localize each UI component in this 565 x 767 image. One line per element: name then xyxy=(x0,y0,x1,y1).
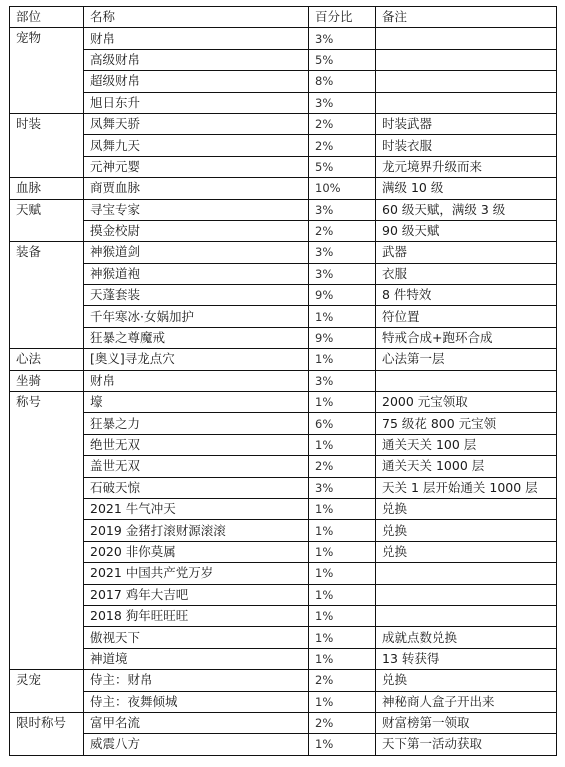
table-row xyxy=(10,242,557,263)
note-cell: 时装武器 xyxy=(376,113,557,134)
note-cell xyxy=(376,563,557,584)
table-row xyxy=(10,520,557,541)
name-cell: 2020 非你莫属 xyxy=(84,541,309,562)
name-cell: 超级财帛 xyxy=(84,71,309,92)
percent-cell: 8% xyxy=(309,71,376,92)
note-cell: 天下第一活动获取 xyxy=(376,734,557,755)
table-row xyxy=(10,477,557,498)
note-cell: 武器 xyxy=(376,242,557,263)
name-cell: 威震八方 xyxy=(84,734,309,755)
percent-cell: 1% xyxy=(309,605,376,626)
percent-cell: 3% xyxy=(309,92,376,113)
header-category: 部位 xyxy=(10,7,84,28)
name-cell: 凤舞天骄 xyxy=(84,113,309,134)
category-cell: 限时称号 xyxy=(10,712,84,755)
table-row xyxy=(10,605,557,626)
name-cell: 狂暴之尊魔戒 xyxy=(84,327,309,348)
note-cell: 通关天关 1000 层 xyxy=(376,456,557,477)
percent-cell: 3% xyxy=(309,199,376,220)
name-cell: 千年寒冰·女娲加护 xyxy=(84,306,309,327)
name-cell: 元神元婴 xyxy=(84,156,309,177)
percent-cell: 5% xyxy=(309,49,376,70)
name-cell: 财帛 xyxy=(84,28,309,49)
percent-cell: 1% xyxy=(309,734,376,755)
table-row xyxy=(10,563,557,584)
percent-cell: 9% xyxy=(309,285,376,306)
note-cell xyxy=(376,49,557,70)
note-cell: 2000 元宝领取 xyxy=(376,392,557,413)
table-row xyxy=(10,691,557,712)
name-cell: 狂暴之力 xyxy=(84,413,309,434)
note-cell: 通关天关 100 层 xyxy=(376,434,557,455)
note-cell: 特戒合成+跑环合成 xyxy=(376,327,557,348)
note-cell: 90 级天赋 xyxy=(376,220,557,241)
percent-cell: 6% xyxy=(309,413,376,434)
name-cell: 石破天惊 xyxy=(84,477,309,498)
percent-cell: 1% xyxy=(309,498,376,519)
name-cell: 壕 xyxy=(84,392,309,413)
name-cell: 高级财帛 xyxy=(84,49,309,70)
percent-cell: 1% xyxy=(309,434,376,455)
percent-cell: 2% xyxy=(309,456,376,477)
note-cell xyxy=(376,92,557,113)
category-cell: 天赋 xyxy=(10,199,84,242)
note-cell xyxy=(376,584,557,605)
name-cell: 摸金校尉 xyxy=(84,220,309,241)
percent-cell: 5% xyxy=(309,156,376,177)
category-cell: 血脉 xyxy=(10,178,84,199)
table-row xyxy=(10,584,557,605)
table-row xyxy=(10,49,557,70)
table-row xyxy=(10,178,557,199)
percent-cell: 2% xyxy=(309,712,376,733)
category-cell: 心法 xyxy=(10,349,84,370)
name-cell: [奥义]寻龙点穴 xyxy=(84,349,309,370)
table-body xyxy=(10,28,557,755)
percent-cell: 1% xyxy=(309,520,376,541)
table-row xyxy=(10,199,557,220)
name-cell: 神猴道袍 xyxy=(84,263,309,284)
percent-cell: 2% xyxy=(309,113,376,134)
table-row xyxy=(10,498,557,519)
table-row xyxy=(10,456,557,477)
table-row xyxy=(10,71,557,92)
percent-cell: 2% xyxy=(309,220,376,241)
category-cell: 装备 xyxy=(10,242,84,349)
note-cell: 满级 10 级 xyxy=(376,178,557,199)
table-row xyxy=(10,712,557,733)
table-row xyxy=(10,135,557,156)
note-cell: 兑换 xyxy=(376,520,557,541)
note-cell xyxy=(376,605,557,626)
note-cell: 衣服 xyxy=(376,263,557,284)
table-row xyxy=(10,263,557,284)
percent-cell: 1% xyxy=(309,392,376,413)
percent-cell: 1% xyxy=(309,541,376,562)
attribute-table xyxy=(9,6,557,756)
percent-cell: 3% xyxy=(309,370,376,391)
note-cell: 符位置 xyxy=(376,306,557,327)
note-cell: 心法第一层 xyxy=(376,349,557,370)
percent-cell: 1% xyxy=(309,691,376,712)
name-cell: 寻宝专家 xyxy=(84,199,309,220)
note-cell: 兑换 xyxy=(376,670,557,691)
table-row xyxy=(10,648,557,669)
percent-cell: 3% xyxy=(309,242,376,263)
note-cell: 13 转获得 xyxy=(376,648,557,669)
note-cell: 兑换 xyxy=(376,541,557,562)
name-cell: 傲视天下 xyxy=(84,627,309,648)
name-cell: 绝世无双 xyxy=(84,434,309,455)
table-row xyxy=(10,156,557,177)
table-row xyxy=(10,220,557,241)
table-row xyxy=(10,370,557,391)
table-row xyxy=(10,327,557,348)
note-cell xyxy=(376,370,557,391)
table-row xyxy=(10,28,557,49)
category-cell: 灵宠 xyxy=(10,670,84,713)
table-row xyxy=(10,627,557,648)
note-cell: 天关 1 层开始通关 1000 层 xyxy=(376,477,557,498)
category-cell: 坐骑 xyxy=(10,370,84,391)
name-cell: 天蓬套装 xyxy=(84,285,309,306)
note-cell: 兑换 xyxy=(376,498,557,519)
table-row xyxy=(10,670,557,691)
table-row xyxy=(10,92,557,113)
name-cell: 凤舞九天 xyxy=(84,135,309,156)
percent-cell: 1% xyxy=(309,306,376,327)
percent-cell: 1% xyxy=(309,563,376,584)
name-cell: 2021 中国共产党万岁 xyxy=(84,563,309,584)
name-cell: 富甲名流 xyxy=(84,712,309,733)
table-row xyxy=(10,392,557,413)
note-cell: 神秘商人盒子开出来 xyxy=(376,691,557,712)
percent-cell: 1% xyxy=(309,349,376,370)
note-cell: 时装衣服 xyxy=(376,135,557,156)
table-row xyxy=(10,306,557,327)
percent-cell: 3% xyxy=(309,477,376,498)
percent-cell: 2% xyxy=(309,135,376,156)
note-cell xyxy=(376,28,557,49)
percent-cell: 1% xyxy=(309,627,376,648)
name-cell: 侍主：夜舞倾城 xyxy=(84,691,309,712)
category-cell: 时装 xyxy=(10,113,84,177)
category-cell: 宠物 xyxy=(10,28,84,114)
note-cell xyxy=(376,71,557,92)
name-cell: 商贾血脉 xyxy=(84,178,309,199)
table-row xyxy=(10,413,557,434)
note-cell: 75 级花 800 元宝领 xyxy=(376,413,557,434)
note-cell: 龙元境界升级而来 xyxy=(376,156,557,177)
percent-cell: 9% xyxy=(309,327,376,348)
name-cell: 神猴道剑 xyxy=(84,242,309,263)
category-cell: 称号 xyxy=(10,392,84,670)
table-row xyxy=(10,285,557,306)
note-cell: 60 级天赋，满级 3 级 xyxy=(376,199,557,220)
percent-cell: 3% xyxy=(309,263,376,284)
table-row xyxy=(10,434,557,455)
percent-cell: 1% xyxy=(309,648,376,669)
percent-cell: 3% xyxy=(309,28,376,49)
header-row xyxy=(10,7,557,28)
name-cell: 2019 金猪打滚财源滚滚 xyxy=(84,520,309,541)
name-cell: 盖世无双 xyxy=(84,456,309,477)
header-percent: 百分比 xyxy=(309,7,376,28)
table-row xyxy=(10,541,557,562)
name-cell: 财帛 xyxy=(84,370,309,391)
header-note: 备注 xyxy=(376,7,557,28)
percent-cell: 10% xyxy=(309,178,376,199)
name-cell: 2018 狗年旺旺旺 xyxy=(84,605,309,626)
table-row xyxy=(10,113,557,134)
name-cell: 神道境 xyxy=(84,648,309,669)
name-cell: 2017 鸡年大吉吧 xyxy=(84,584,309,605)
percent-cell: 1% xyxy=(309,584,376,605)
name-cell: 侍主：财帛 xyxy=(84,670,309,691)
note-cell: 成就点数兑换 xyxy=(376,627,557,648)
table-row xyxy=(10,349,557,370)
note-cell: 8 件特效 xyxy=(376,285,557,306)
name-cell: 旭日东升 xyxy=(84,92,309,113)
header-name: 名称 xyxy=(84,7,309,28)
name-cell: 2021 牛气冲天 xyxy=(84,498,309,519)
spreadsheet xyxy=(9,6,557,756)
table-row xyxy=(10,734,557,755)
percent-cell: 2% xyxy=(309,670,376,691)
note-cell: 财富榜第一领取 xyxy=(376,712,557,733)
